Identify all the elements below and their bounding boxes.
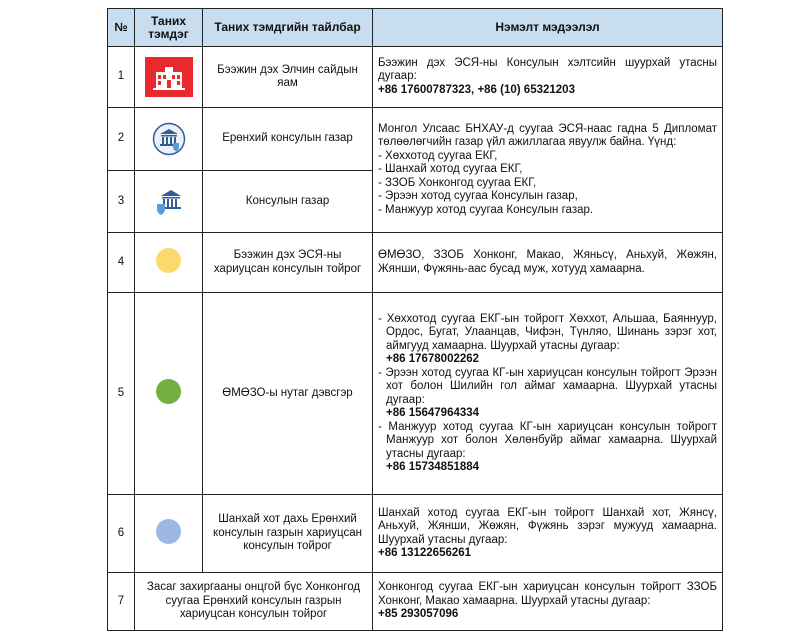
phone-number: +86 15734851884 [386,461,480,473]
row-desc: Ерөнхий консулын газар [203,108,373,171]
row-info [373,495,723,573]
table-row [108,293,723,495]
row-num: 1 [108,47,135,108]
info-text: Шанхай хотод суугаа ЕКГ-ын тойрогт Шанхай хот, Жянсү, Аньхуй, Жянши, Жөжян, Фүжянь зэрэг мужууд хамаарна. Шуурхай утасны дугаар: [378,506,717,546]
consulate-general-icon [135,108,203,171]
table-row [108,108,723,171]
header-desc: Таних тэмдгийн тайлбар [203,9,373,47]
phone-number: +86 17600787323, +86 (10) 65321203 [378,83,575,96]
info-text: Монгол Улсаас БНХАУ-д суугаа ЭСЯ-наас гадна 5 Дипломат төлөөлөгчийн газар үйл ажиллагаа явуулж байна. Үүнд: [378,122,717,149]
row-num: 3 [108,171,135,233]
row-desc: ӨМӨЗО-ы нутаг дэвсгэр [203,293,373,495]
header-icon: Таних тэмдэг [135,9,203,47]
list-item: - Шанхай хотод суугаа ЕКГ, [378,163,523,176]
row-info [373,47,723,108]
phone-number: +86 17678002262 [386,353,480,365]
row-num: 5 [108,293,135,495]
list-item: - Манжуур хотод суугаа КГ-ын хариуцсан консулын тойрогт Манжуур хот болон Хөлөнбуйр аймаг хамаарна. Шуурхай утасны дугаар: [378,420,717,460]
list-item: - ЗЗОБ Хонконгод суугаа ЕКГ, [378,176,537,189]
yellow-dot-icon [156,248,181,273]
phone-number: +86 15647964334 [386,407,480,419]
green-dot-icon [156,379,181,404]
row-desc: Бээжин дэх Элчин сайдын яам [203,47,373,108]
row-desc: Засаг захиргааны онцгой бүс Хонконгод суугаа Ерөнхий консулын газрын хариуцсан консулын тойрог [135,573,373,631]
table-row [108,47,723,108]
row-info [373,573,723,631]
table-row [108,573,723,631]
list-item: - Хөххотод суугаа ЕКГ-ын тойрогт Хөххот, Альшаа, Баяннуур, Ордос, Бугат, Улаанцав, Чифэн, Түнляо, Шинань зэрэг хот, аймгууд хамаарна. Шуурхай утасны дугаар: [378,312,717,352]
header-row [108,9,723,47]
list-item: - Эрээн хотод суугаа КГ-ын хариуцсан консулын тойрогт Эрээн хот болон Шилийн гол аймаг хамаарна. Шуурхай утасны дугаар: [378,366,717,406]
phone-number: +85 293057096 [378,608,459,621]
embassy-building-icon [135,47,203,108]
row-desc: Консулын газар [203,171,373,233]
row-num: 2 [108,108,135,171]
row-desc: Бээжин дэх ЭСЯ-ны хариуцсан консулын тойрог [203,233,373,293]
info-text: Хонконгод суугаа ЕКГ-ын хариуцсан консулын тойрогт ЗЗОБ Хонконг, Макао хамаарна. Шуурхай утасны дугаар: [378,581,717,607]
row-info [373,108,723,233]
consulate-icon [135,171,203,233]
consular-table [107,8,723,631]
row-info: ӨМӨЗО, ЗЗОБ Хонконг, Макао, Жяньсү, Аньхуй, Жөжян, Жянши, Фүжянь-аас бусад муж, хотууд хамаарна. [373,233,723,293]
info-text: Бээжин дэх ЭСЯ-ны Консулын хэлтсийн шуурхай утасны дугаар: [378,56,717,83]
row-info [373,293,723,495]
phone-number: +86 13122656261 [378,547,472,559]
blue-dot-icon [156,519,181,544]
row-desc: Шанхай хот дахь Ерөнхий консулын газрын хариуцсан консулын тойрог [203,495,373,573]
row-num: 4 [108,233,135,293]
row-num: 6 [108,495,135,573]
header-num: № [108,9,135,47]
list-item: - Хөххотод суугаа ЕКГ, [378,149,498,162]
table-row [108,495,723,573]
table-row [108,233,723,293]
row-num: 7 [108,573,135,631]
list-item: - Манжуур хотод суугаа Консулын газар. [378,203,594,216]
header-info: Нэмэлт мэдээлэл [373,9,723,47]
list-item: - Эрээн хотод суугаа Консулын газар, [378,190,578,203]
